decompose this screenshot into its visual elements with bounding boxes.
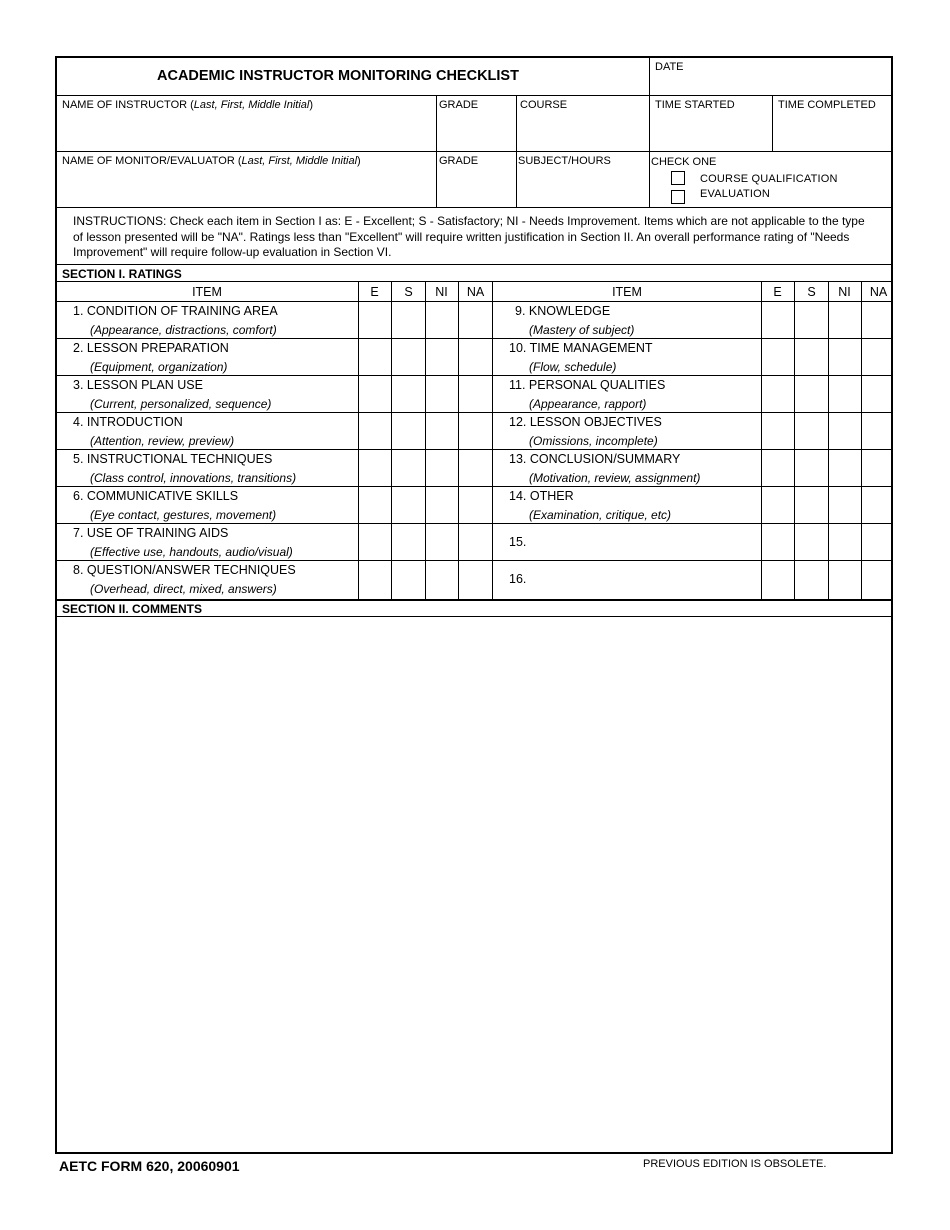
comments-field[interactable] bbox=[57, 617, 891, 1154]
time-started-field[interactable] bbox=[650, 96, 771, 151]
divider bbox=[57, 301, 891, 302]
item-8-sub: (Overhead, direct, mixed, answers) bbox=[90, 582, 277, 596]
divider bbox=[761, 281, 762, 599]
item-13-label: 13. CONCLUSION/SUMMARY bbox=[509, 452, 681, 466]
course-qualification-label: COURSE QUALIFICATION bbox=[700, 173, 838, 185]
item-7-sub: (Effective use, handouts, audio/visual) bbox=[90, 545, 293, 559]
divider bbox=[57, 264, 891, 265]
item-6-sub: (Eye contact, gestures, movement) bbox=[90, 508, 277, 522]
item-1-sub: (Appearance, distractions, comfort) bbox=[90, 323, 277, 337]
divider bbox=[828, 281, 829, 599]
item-14-label: 14. OTHER bbox=[509, 489, 574, 503]
grade-label-2: GRADE bbox=[439, 155, 479, 167]
course-label: COURSE bbox=[520, 99, 568, 111]
checklist-form bbox=[55, 56, 893, 1154]
divider bbox=[57, 523, 891, 524]
item-15-field[interactable] bbox=[533, 524, 760, 560]
course-qualification-checkbox[interactable] bbox=[671, 171, 685, 185]
grade-label: GRADE bbox=[439, 99, 479, 111]
divider bbox=[57, 281, 891, 282]
monitor-grade-field[interactable] bbox=[437, 152, 515, 207]
date-label: DATE bbox=[655, 61, 684, 73]
item-11-sub: (Appearance, rapport) bbox=[529, 397, 647, 411]
divider bbox=[57, 486, 891, 487]
divider bbox=[57, 412, 891, 413]
divider bbox=[57, 338, 891, 339]
header-ni-right: NI bbox=[838, 285, 851, 299]
item-10-sub: (Flow, schedule) bbox=[529, 360, 617, 374]
header-e-right: E bbox=[773, 285, 782, 299]
item-12-sub: (Omissions, incomplete) bbox=[529, 434, 658, 448]
header-na-right: NA bbox=[869, 285, 888, 299]
instructor-grade-field[interactable] bbox=[437, 96, 515, 151]
item-2-sub: (Equipment, organization) bbox=[90, 360, 228, 374]
item-14-sub: (Examination, critique, etc) bbox=[529, 508, 672, 522]
obsolete-note: PREVIOUS EDITION IS OBSOLETE. bbox=[643, 1158, 827, 1170]
item-header-left: ITEM bbox=[192, 285, 222, 299]
instructor-name-label: NAME OF INSTRUCTOR (Last, First, Middle Initial) bbox=[62, 99, 314, 111]
item-12-label: 12. LESSON OBJECTIVES bbox=[509, 415, 662, 429]
monitor-name-field[interactable] bbox=[57, 152, 435, 207]
header-na-left: NA bbox=[466, 285, 485, 299]
instructions-text: INSTRUCTIONS: Check each item in Section I as: E - Excellent; S - Satisfactory; NI - Needs Improvement. Items which are not applicable to the type of lesson presented will be "NA". Ratings less than "Excellent" will require written justification in Section II. An overall performance rating of "Needs Improvement" will require follow-up evaluation in Section VI. bbox=[73, 214, 865, 259]
divider bbox=[425, 281, 426, 599]
divider bbox=[57, 599, 891, 601]
section-2-title: SECTION II. COMMENTS bbox=[62, 602, 203, 616]
divider bbox=[358, 281, 359, 599]
course-field[interactable] bbox=[517, 96, 649, 151]
item-3-sub: (Current, personalized, sequence) bbox=[90, 397, 272, 411]
divider bbox=[57, 560, 891, 561]
section-1-title: SECTION I. RATINGS bbox=[62, 267, 182, 281]
item-15-label: 15. bbox=[509, 535, 527, 549]
item-1-label: 1. CONDITION OF TRAINING AREA bbox=[73, 304, 278, 318]
divider bbox=[492, 281, 493, 599]
form-id: AETC FORM 620, 20060901 bbox=[59, 1158, 240, 1174]
item-13-sub: (Motivation, review, assignment) bbox=[529, 471, 701, 485]
divider bbox=[649, 151, 650, 207]
date-field[interactable] bbox=[650, 58, 891, 95]
divider bbox=[458, 281, 459, 599]
time-started-label: TIME STARTED bbox=[655, 99, 735, 111]
evaluation-label: EVALUATION bbox=[700, 188, 771, 200]
divider bbox=[391, 281, 392, 599]
evaluation-checkbox[interactable] bbox=[671, 190, 685, 204]
item-7-label: 7. USE OF TRAINING AIDS bbox=[73, 526, 229, 540]
header-ni-left: NI bbox=[435, 285, 448, 299]
item-10-label: 10. TIME MANAGEMENT bbox=[509, 341, 653, 355]
item-6-label: 6. COMMUNICATIVE SKILLS bbox=[73, 489, 239, 503]
item-11-label: 11. PERSONAL QUALITIES bbox=[509, 378, 666, 392]
instructor-name-field[interactable] bbox=[57, 96, 435, 151]
divider bbox=[861, 281, 862, 599]
item-9-sub: (Mastery of subject) bbox=[529, 323, 635, 337]
item-9-label: 9. KNOWLEDGE bbox=[515, 304, 611, 318]
item-8-label: 8. QUESTION/ANSWER TECHNIQUES bbox=[73, 563, 296, 577]
item-3-label: 3. LESSON PLAN USE bbox=[73, 378, 203, 392]
check-one-label: CHECK ONE bbox=[651, 156, 717, 168]
time-completed-field[interactable] bbox=[773, 96, 891, 151]
item-2-label: 2. LESSON PREPARATION bbox=[73, 341, 229, 355]
header-s-right: S bbox=[807, 285, 816, 299]
monitor-name-label: NAME OF MONITOR/EVALUATOR (Last, First, Middle Initial) bbox=[62, 155, 361, 167]
item-5-label: 5. INSTRUCTIONAL TECHNIQUES bbox=[73, 452, 273, 466]
divider bbox=[794, 281, 795, 599]
item-header-right: ITEM bbox=[612, 285, 642, 299]
time-completed-label: TIME COMPLETED bbox=[778, 99, 876, 111]
divider bbox=[57, 375, 891, 376]
item-5-sub: (Class control, innovations, transitions) bbox=[90, 471, 297, 485]
form-title: ACADEMIC INSTRUCTOR MONITORING CHECKLIST bbox=[157, 68, 519, 84]
divider bbox=[57, 207, 891, 208]
divider bbox=[57, 449, 891, 450]
header-e-left: E bbox=[370, 285, 379, 299]
item-16-field[interactable] bbox=[533, 561, 760, 598]
subject-hours-field[interactable] bbox=[517, 152, 649, 207]
item-4-sub: (Attention, review, preview) bbox=[90, 434, 235, 448]
item-16-label: 16. bbox=[509, 572, 527, 586]
subject-hours-label: SUBJECT/HOURS bbox=[518, 155, 611, 167]
item-4-label: 4. INTRODUCTION bbox=[73, 415, 183, 429]
header-s-left: S bbox=[404, 285, 413, 299]
